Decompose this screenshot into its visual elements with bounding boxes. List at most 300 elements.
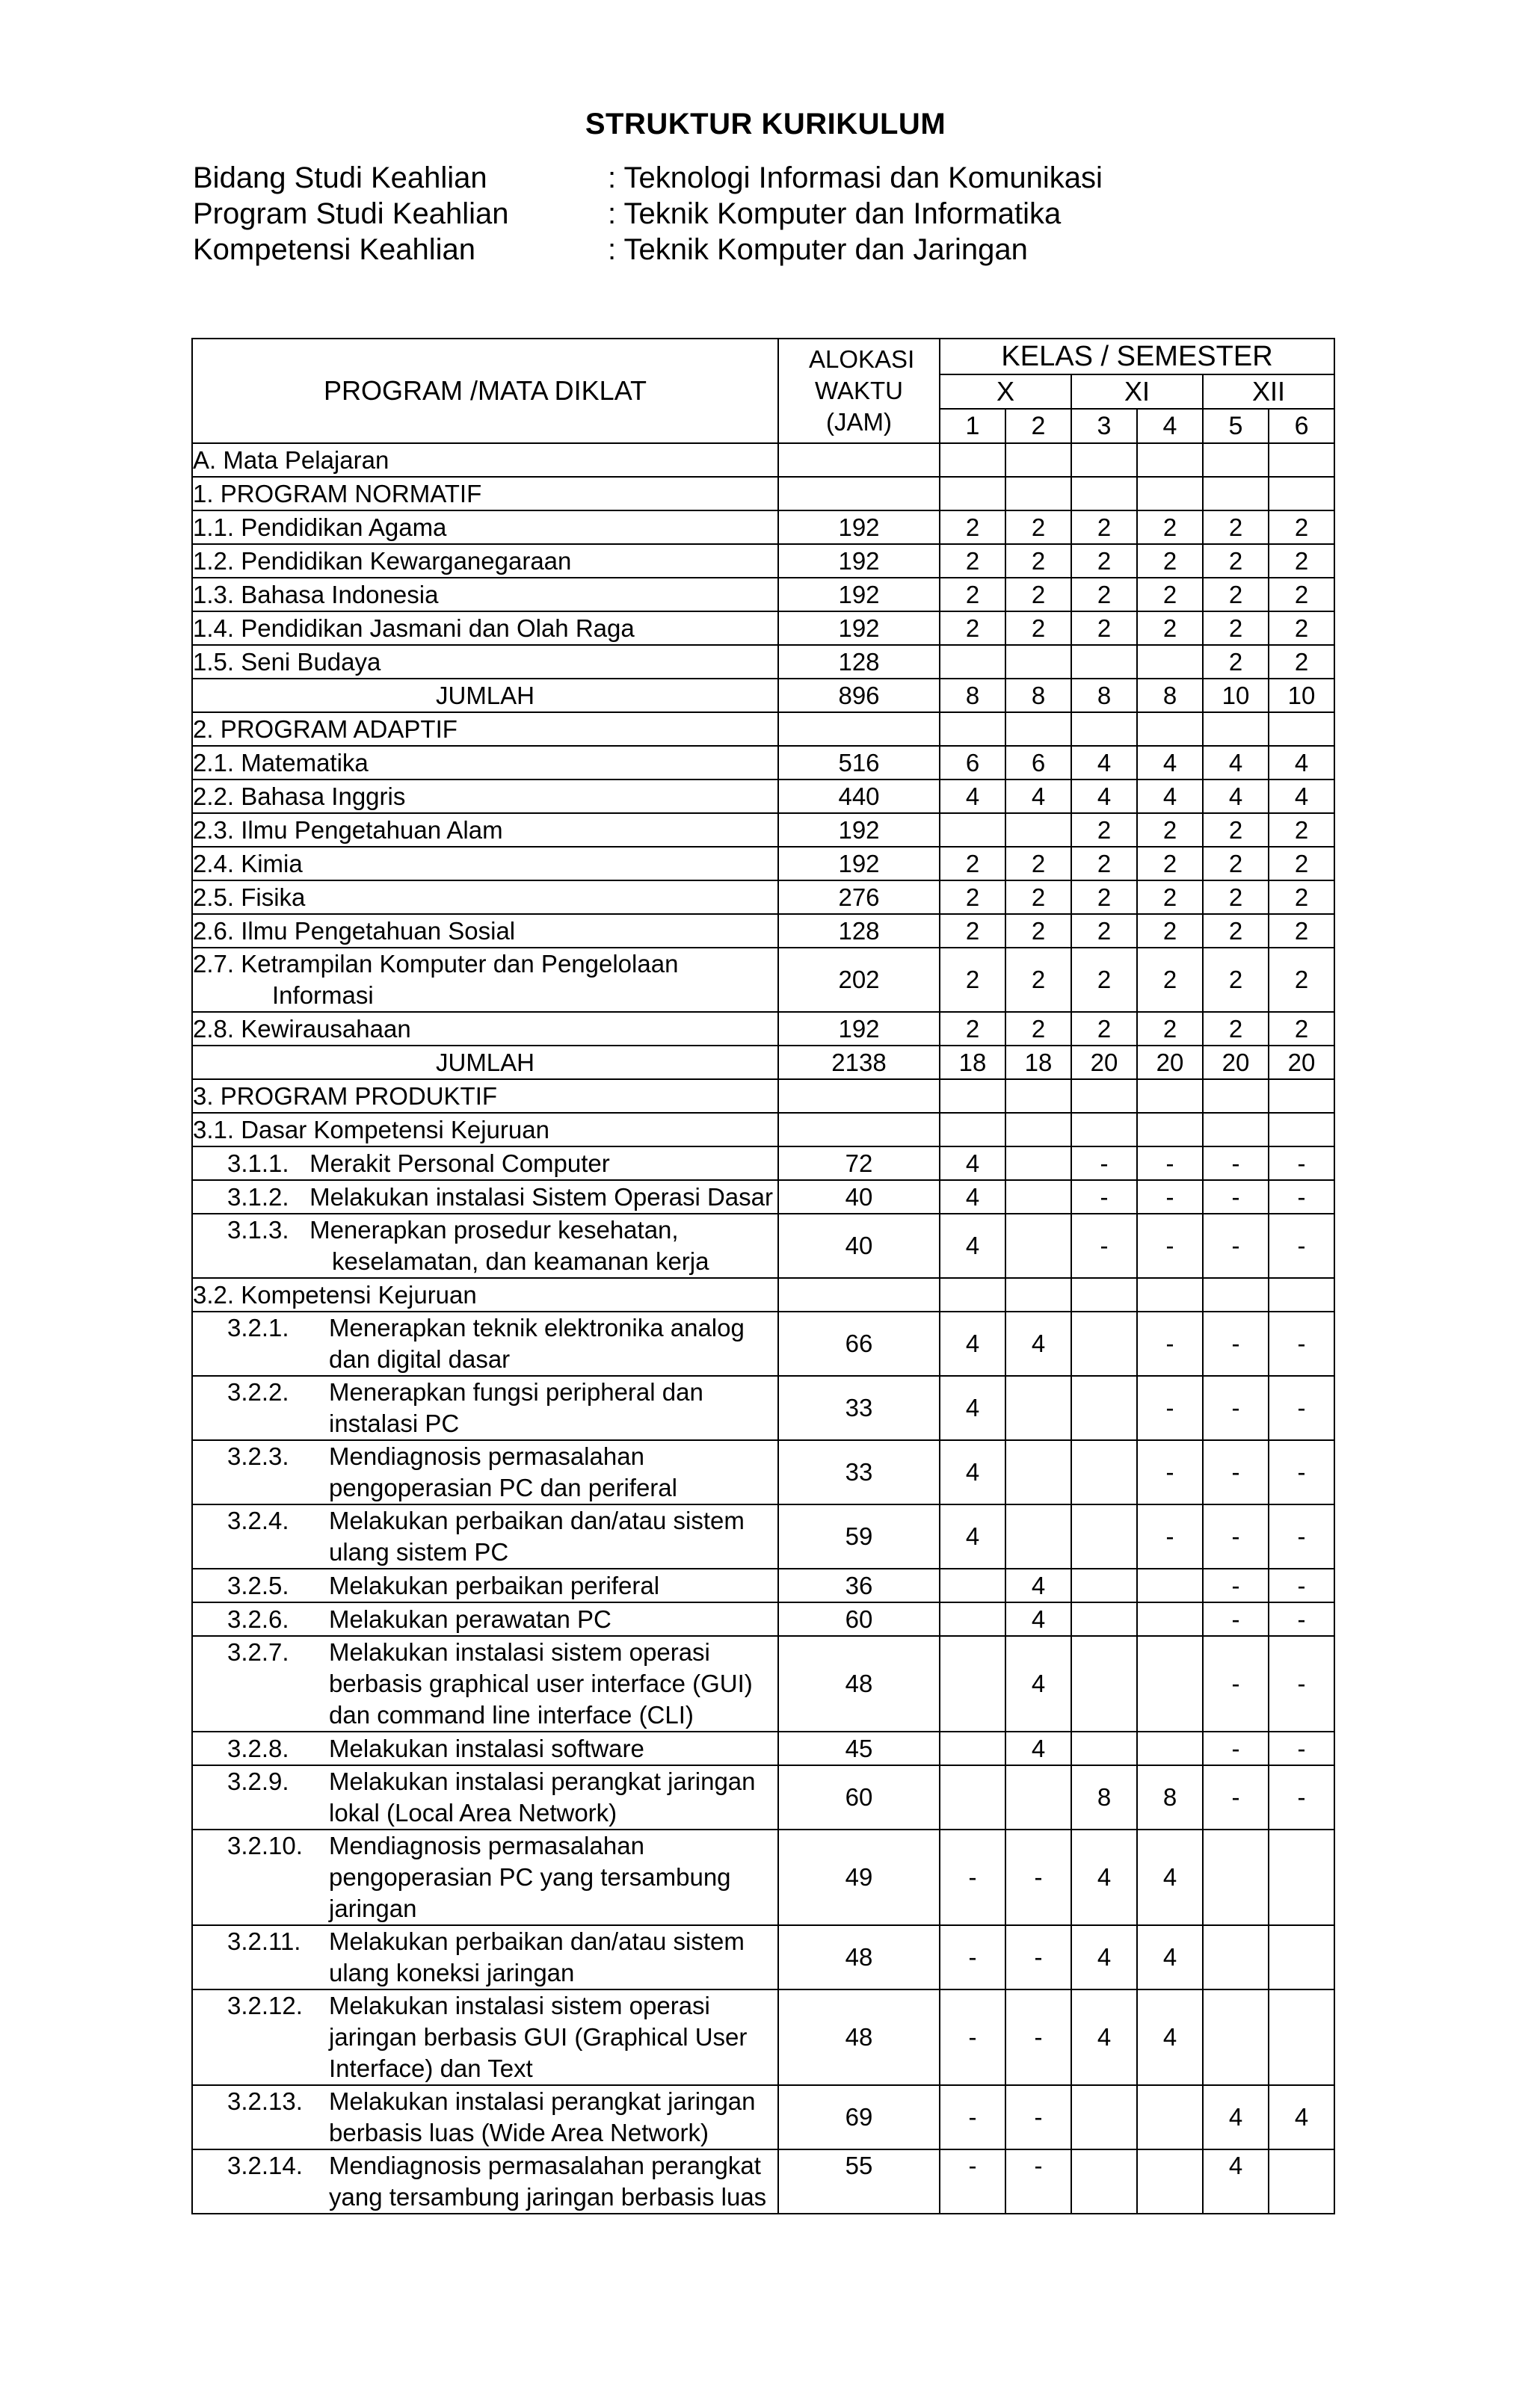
semester-cell: 4 bbox=[1005, 779, 1071, 813]
semester-cell: 2 bbox=[1269, 914, 1334, 948]
semester-cell: - bbox=[1269, 1180, 1334, 1214]
group-heading-row bbox=[192, 1079, 1334, 1113]
header-grade: XI bbox=[1071, 374, 1203, 409]
meta-value: : Teknik Komputer dan Informatika bbox=[608, 197, 1062, 230]
page-title: STRUKTUR KURIKULUM bbox=[585, 108, 946, 141]
semester-cell: 4 bbox=[1005, 1636, 1071, 1732]
semester-cell bbox=[1269, 1830, 1334, 1925]
row-label bbox=[192, 1925, 778, 1989]
row-label bbox=[192, 1569, 778, 1602]
alokasi-cell: 192 bbox=[778, 544, 940, 578]
group-heading-row bbox=[192, 1278, 1334, 1312]
semester-cell: 2 bbox=[1005, 948, 1071, 1012]
semester-cell: - bbox=[1269, 1214, 1334, 1278]
alokasi-cell: 45 bbox=[778, 1732, 940, 1765]
row-label bbox=[192, 847, 778, 880]
row-label bbox=[192, 510, 778, 544]
row-text: 2.1. Matematika bbox=[193, 748, 369, 777]
alokasi-cell: 192 bbox=[778, 847, 940, 880]
semester-cell bbox=[1005, 1504, 1071, 1569]
subject-row bbox=[192, 779, 1334, 813]
subject-row bbox=[192, 2149, 1334, 2214]
semester-cell: 2 bbox=[940, 880, 1005, 914]
semester-cell bbox=[1071, 712, 1137, 746]
row-text: 3.1. Dasar Kompetensi Kejuruan bbox=[193, 1115, 549, 1143]
semester-cell bbox=[1269, 443, 1334, 477]
subject-row bbox=[192, 1830, 1334, 1925]
subject-row bbox=[192, 1989, 1334, 2085]
meta-label: Bidang Studi Keahlian bbox=[193, 161, 487, 194]
semester-cell: - bbox=[1269, 1636, 1334, 1732]
row-label bbox=[192, 2149, 778, 2214]
semester-cell: 4 bbox=[1137, 746, 1203, 779]
semester-cell: - bbox=[1203, 1569, 1269, 1602]
semester-cell: 20 bbox=[1071, 1046, 1137, 1079]
semester-cell bbox=[940, 1636, 1005, 1732]
alokasi-cell: 66 bbox=[778, 1312, 940, 1376]
semester-cell: 4 bbox=[940, 1214, 1005, 1278]
semester-cell bbox=[1137, 1278, 1203, 1312]
row-text: yang tersambung jaringan berbasis luas bbox=[329, 2183, 767, 2211]
semester-cell: - bbox=[1005, 2085, 1071, 2149]
semester-cell: 20 bbox=[1269, 1046, 1334, 1079]
semester-cell: 2 bbox=[1203, 948, 1269, 1012]
semester-cell bbox=[1005, 1214, 1071, 1278]
semester-cell: 2 bbox=[1137, 948, 1203, 1012]
semester-cell: 8 bbox=[1071, 679, 1137, 712]
semester-cell bbox=[1137, 2085, 1203, 2149]
row-label bbox=[192, 1989, 778, 2085]
semester-cell bbox=[1269, 2149, 1334, 2214]
semester-cell: 18 bbox=[940, 1046, 1005, 1079]
semester-cell: - bbox=[1203, 1732, 1269, 1765]
semester-cell: 2 bbox=[1071, 510, 1137, 544]
row-text: 2. PROGRAM ADAPTIF bbox=[193, 714, 458, 743]
header-alokasi: ALOKASI WAKTU (JAM) bbox=[778, 339, 940, 443]
subject-row bbox=[192, 1146, 1334, 1180]
row-label bbox=[192, 611, 778, 645]
header-kelas-semester: KELAS / SEMESTER bbox=[940, 339, 1334, 374]
semester-cell: 18 bbox=[1005, 1046, 1071, 1079]
header-semester: 5 bbox=[1203, 409, 1269, 443]
row-label bbox=[192, 2085, 778, 2149]
subject-row bbox=[192, 578, 1334, 611]
row-label bbox=[192, 914, 778, 948]
semester-cell bbox=[1005, 1440, 1071, 1504]
semester-cell: 2 bbox=[1005, 578, 1071, 611]
semester-cell: 4 bbox=[1203, 2085, 1269, 2149]
row-label bbox=[192, 1180, 778, 1214]
row-label bbox=[192, 1636, 778, 1732]
subject-row bbox=[192, 746, 1334, 779]
alokasi-cell: 40 bbox=[778, 1214, 940, 1278]
row-text: JUMLAH bbox=[435, 1048, 535, 1076]
semester-cell: 2 bbox=[1269, 847, 1334, 880]
row-label bbox=[192, 477, 778, 510]
row-label bbox=[192, 880, 778, 914]
alokasi-cell: 48 bbox=[778, 1636, 940, 1732]
semester-cell: 4 bbox=[1071, 1925, 1137, 1989]
row-text: instalasi PC bbox=[329, 1410, 460, 1437]
row-label bbox=[192, 645, 778, 679]
semester-cell bbox=[1005, 645, 1071, 679]
semester-cell bbox=[1005, 443, 1071, 477]
semester-cell: 2 bbox=[1071, 880, 1137, 914]
semester-cell: 2 bbox=[940, 611, 1005, 645]
row-text: 3.2.7. bbox=[227, 1638, 289, 1666]
semester-cell: 2 bbox=[1071, 544, 1137, 578]
alokasi-cell bbox=[778, 1079, 940, 1113]
semester-cell: 10 bbox=[1269, 679, 1334, 712]
row-text: 1.2. Pendidikan Kewarganegaraan bbox=[193, 546, 572, 575]
row-text: 1.4. Pendidikan Jasmani dan Olah Raga bbox=[193, 614, 635, 642]
semester-cell: 8 bbox=[1137, 1765, 1203, 1830]
row-text: Melakukan perbaikan periferal bbox=[329, 1571, 660, 1599]
meta-kompetensi bbox=[193, 232, 1103, 268]
semester-cell: - bbox=[1203, 1602, 1269, 1636]
semester-cell bbox=[940, 1278, 1005, 1312]
alokasi-cell: 49 bbox=[778, 1830, 940, 1925]
semester-cell: - bbox=[1005, 2149, 1071, 2214]
alokasi-cell: 202 bbox=[778, 948, 940, 1012]
semester-cell bbox=[1071, 1278, 1137, 1312]
semester-cell: - bbox=[1137, 1376, 1203, 1440]
row-text: 3.1.3. bbox=[227, 1216, 289, 1244]
semester-cell: - bbox=[1137, 1504, 1203, 1569]
alokasi-cell: 33 bbox=[778, 1376, 940, 1440]
semester-cell bbox=[1005, 1113, 1071, 1146]
semester-cell: 2 bbox=[1137, 578, 1203, 611]
row-text: ulang sistem PC bbox=[329, 1538, 509, 1566]
subject-row bbox=[192, 1765, 1334, 1830]
subject-row bbox=[192, 611, 1334, 645]
semester-cell: 4 bbox=[1269, 746, 1334, 779]
alokasi-cell bbox=[778, 477, 940, 510]
row-text: 2.6. Ilmu Pengetahuan Sosial bbox=[193, 916, 516, 945]
row-text: dan digital dasar bbox=[329, 1345, 511, 1373]
semester-cell: 4 bbox=[940, 1504, 1005, 1569]
semester-cell: 2 bbox=[1071, 611, 1137, 645]
semester-cell bbox=[1269, 712, 1334, 746]
row-label bbox=[192, 1278, 778, 1312]
row-text: Menerapkan prosedur kesehatan, bbox=[309, 1216, 679, 1244]
semester-cell: - bbox=[940, 1830, 1005, 1925]
row-label bbox=[192, 1765, 778, 1830]
semester-cell bbox=[1071, 1113, 1137, 1146]
semester-cell: 4 bbox=[940, 1376, 1005, 1440]
alokasi-cell: 192 bbox=[778, 611, 940, 645]
semester-cell: 20 bbox=[1137, 1046, 1203, 1079]
semester-cell: 4 bbox=[1269, 2085, 1334, 2149]
semester-cell bbox=[1005, 813, 1071, 847]
semester-cell: - bbox=[940, 2149, 1005, 2214]
semester-cell: - bbox=[1137, 1214, 1203, 1278]
row-text: 3.2. Kompetensi Kejuruan bbox=[193, 1280, 477, 1309]
semester-cell bbox=[1071, 477, 1137, 510]
row-text: 3.2.10. bbox=[227, 1832, 303, 1859]
semester-cell: - bbox=[1203, 1376, 1269, 1440]
semester-cell: - bbox=[1071, 1180, 1137, 1214]
semester-cell bbox=[1137, 1569, 1203, 1602]
row-label bbox=[192, 1602, 778, 1636]
semester-cell: 4 bbox=[1005, 1569, 1071, 1602]
row-text: jaringan berbasis GUI (Graphical User bbox=[329, 2023, 748, 2051]
semester-cell: 2 bbox=[1203, 880, 1269, 914]
semester-cell: 4 bbox=[1071, 1830, 1137, 1925]
row-label bbox=[192, 1732, 778, 1765]
row-text: Menerapkan fungsi peripheral dan bbox=[329, 1378, 703, 1406]
alokasi-cell: 48 bbox=[778, 1925, 940, 1989]
semester-cell: 2 bbox=[1071, 1012, 1137, 1046]
semester-cell bbox=[1005, 477, 1071, 510]
semester-cell: 4 bbox=[940, 1440, 1005, 1504]
semester-cell: 2 bbox=[1071, 914, 1137, 948]
row-text: Melakukan perbaikan dan/atau sistem bbox=[329, 1507, 745, 1534]
table-body bbox=[192, 443, 1334, 2214]
meta-value: : Teknik Komputer dan Jaringan bbox=[608, 233, 1028, 266]
row-text: A. Mata Pelajaran bbox=[193, 445, 389, 474]
semester-cell: - bbox=[1269, 1732, 1334, 1765]
row-text: 3.2.6. bbox=[227, 1605, 289, 1633]
semester-cell: 2 bbox=[1005, 1012, 1071, 1046]
subject-row bbox=[192, 1440, 1334, 1504]
semester-cell: - bbox=[1137, 1440, 1203, 1504]
row-text: 3.2.4. bbox=[227, 1507, 289, 1534]
semester-cell: 2 bbox=[1137, 847, 1203, 880]
subject-row bbox=[192, 1012, 1334, 1046]
row-text: pengoperasian PC yang tersambung bbox=[329, 1863, 731, 1891]
semester-cell: 2 bbox=[1005, 880, 1071, 914]
semester-cell: 2 bbox=[1269, 544, 1334, 578]
semester-cell bbox=[1203, 1278, 1269, 1312]
row-text: pengoperasian PC dan periferal bbox=[329, 1474, 677, 1501]
alokasi-cell: 2138 bbox=[778, 1046, 940, 1079]
semester-cell: 2 bbox=[1203, 578, 1269, 611]
row-text: 1. PROGRAM NORMATIF bbox=[193, 479, 482, 507]
semester-cell: 2 bbox=[940, 544, 1005, 578]
meta-label: Program Studi Keahlian bbox=[193, 197, 509, 230]
alokasi-cell: 128 bbox=[778, 914, 940, 948]
row-text: Menerapkan teknik elektronika analog bbox=[329, 1314, 745, 1342]
row-text: Mendiagnosis permasalahan perangkat bbox=[329, 2152, 761, 2179]
row-label bbox=[192, 1312, 778, 1376]
row-label bbox=[192, 578, 778, 611]
semester-cell bbox=[1005, 1278, 1071, 1312]
semester-cell bbox=[1137, 645, 1203, 679]
semester-cell: 2 bbox=[1203, 813, 1269, 847]
subject-row bbox=[192, 1504, 1334, 1569]
semester-cell bbox=[940, 712, 1005, 746]
row-text: 2.7. Ketrampilan Komputer dan Pengelolaan bbox=[193, 950, 679, 978]
semester-cell bbox=[940, 443, 1005, 477]
semester-cell: 4 bbox=[1005, 1602, 1071, 1636]
row-text: JUMLAH bbox=[435, 681, 535, 709]
semester-cell: 4 bbox=[1071, 779, 1137, 813]
semester-cell: - bbox=[940, 2085, 1005, 2149]
semester-cell: 4 bbox=[1203, 2149, 1269, 2214]
semester-cell bbox=[1137, 443, 1203, 477]
semester-cell bbox=[1005, 1146, 1071, 1180]
semester-cell: 4 bbox=[940, 1146, 1005, 1180]
semester-cell: 2 bbox=[940, 578, 1005, 611]
group-heading-row bbox=[192, 712, 1334, 746]
semester-cell bbox=[940, 1079, 1005, 1113]
semester-cell: 2 bbox=[1269, 611, 1334, 645]
semester-cell: 2 bbox=[1005, 611, 1071, 645]
semester-cell: 2 bbox=[1137, 544, 1203, 578]
header-program: PROGRAM /MATA DIKLAT bbox=[192, 339, 778, 443]
semester-cell bbox=[1203, 477, 1269, 510]
semester-cell bbox=[940, 1113, 1005, 1146]
row-label bbox=[192, 746, 778, 779]
semester-cell: - bbox=[1203, 1504, 1269, 1569]
semester-cell: 2 bbox=[1137, 510, 1203, 544]
alokasi-cell: 60 bbox=[778, 1765, 940, 1830]
alokasi-cell: 192 bbox=[778, 813, 940, 847]
semester-cell: - bbox=[1203, 1312, 1269, 1376]
semester-cell: - bbox=[1005, 1830, 1071, 1925]
row-text: 2.8. Kewirausahaan bbox=[193, 1014, 411, 1043]
semester-cell: 2 bbox=[1269, 578, 1334, 611]
row-label bbox=[192, 1440, 778, 1504]
subject-row bbox=[192, 1312, 1334, 1376]
alokasi-cell: 516 bbox=[778, 746, 940, 779]
semester-cell: 8 bbox=[1137, 679, 1203, 712]
semester-cell bbox=[1137, 1113, 1203, 1146]
semester-cell: 4 bbox=[940, 779, 1005, 813]
row-label bbox=[192, 1046, 778, 1079]
row-label bbox=[192, 948, 778, 1012]
semester-cell bbox=[1005, 1180, 1071, 1214]
semester-cell bbox=[1137, 1636, 1203, 1732]
semester-cell: 2 bbox=[1203, 914, 1269, 948]
semester-cell: 2 bbox=[1137, 880, 1203, 914]
alokasi-cell: 192 bbox=[778, 510, 940, 544]
subject-row bbox=[192, 1732, 1334, 1765]
row-text: Merakit Personal Computer bbox=[309, 1149, 610, 1177]
semester-cell: 2 bbox=[1203, 544, 1269, 578]
row-text: 3.2.9. bbox=[227, 1768, 289, 1795]
header-semester: 6 bbox=[1269, 409, 1334, 443]
row-text: 2.4. Kimia bbox=[193, 849, 303, 877]
semester-cell: - bbox=[1269, 1146, 1334, 1180]
semester-cell: 4 bbox=[1005, 1312, 1071, 1376]
semester-cell: 4 bbox=[1137, 779, 1203, 813]
row-label bbox=[192, 443, 778, 477]
row-label bbox=[192, 779, 778, 813]
subject-row bbox=[192, 1376, 1334, 1440]
row-text: 1.3. Bahasa Indonesia bbox=[193, 580, 439, 608]
row-text: 1.5. Seni Budaya bbox=[193, 647, 381, 676]
row-label bbox=[192, 1504, 778, 1569]
semester-cell bbox=[1137, 2149, 1203, 2214]
row-text: Melakukan instalasi sistem operasi bbox=[329, 1992, 710, 2019]
semester-cell: - bbox=[1203, 1214, 1269, 1278]
header-semester: 3 bbox=[1071, 409, 1137, 443]
semester-cell: 4 bbox=[1137, 1925, 1203, 1989]
subject-row bbox=[192, 645, 1334, 679]
semester-cell: 2 bbox=[1137, 611, 1203, 645]
row-text: Melakukan perawatan PC bbox=[329, 1605, 612, 1633]
semester-cell bbox=[1203, 443, 1269, 477]
semester-cell: 2 bbox=[940, 948, 1005, 1012]
semester-cell bbox=[1005, 712, 1071, 746]
subject-row bbox=[192, 2085, 1334, 2149]
semester-cell bbox=[1005, 1765, 1071, 1830]
header-grade: XII bbox=[1203, 374, 1334, 409]
row-text: 3.1.1. bbox=[227, 1149, 289, 1177]
row-text: 2.5. Fisika bbox=[193, 883, 306, 911]
total-row bbox=[192, 679, 1334, 712]
row-text: jaringan bbox=[329, 1895, 417, 1922]
semester-cell: 4 bbox=[940, 1180, 1005, 1214]
semester-cell: 2 bbox=[1203, 847, 1269, 880]
semester-cell: 6 bbox=[1005, 746, 1071, 779]
semester-cell bbox=[940, 477, 1005, 510]
semester-cell: - bbox=[1137, 1146, 1203, 1180]
semester-cell: - bbox=[1269, 1602, 1334, 1636]
semester-cell: 8 bbox=[1005, 679, 1071, 712]
semester-cell: 2 bbox=[1137, 914, 1203, 948]
semester-cell: 2 bbox=[940, 1012, 1005, 1046]
semester-cell: - bbox=[1071, 1146, 1137, 1180]
subject-row bbox=[192, 1569, 1334, 1602]
semester-cell bbox=[1005, 1376, 1071, 1440]
alokasi-cell bbox=[778, 712, 940, 746]
semester-cell bbox=[940, 813, 1005, 847]
row-text: 3.2.1. bbox=[227, 1314, 289, 1342]
semester-cell: 2 bbox=[1005, 510, 1071, 544]
row-text: 3.2.11. bbox=[227, 1927, 301, 1955]
row-text: 3.1.2. bbox=[227, 1182, 289, 1211]
subject-row bbox=[192, 1602, 1334, 1636]
row-text: 2.2. Bahasa Inggris bbox=[193, 782, 406, 810]
meta-value: : Teknologi Informasi dan Komunikasi bbox=[608, 161, 1103, 194]
subject-row bbox=[192, 1925, 1334, 1989]
semester-cell: 2 bbox=[940, 847, 1005, 880]
semester-cell bbox=[1071, 1440, 1137, 1504]
semester-cell bbox=[1203, 1079, 1269, 1113]
meta-bidang bbox=[193, 160, 1103, 196]
alokasi-cell bbox=[778, 1113, 940, 1146]
semester-cell bbox=[940, 1732, 1005, 1765]
document-meta bbox=[193, 160, 1103, 268]
semester-cell bbox=[940, 1602, 1005, 1636]
row-text: Mendiagnosis permasalahan bbox=[329, 1832, 644, 1859]
row-text: 3.2.14. bbox=[227, 2152, 303, 2179]
row-text: 3.2.8. bbox=[227, 1734, 289, 1762]
semester-cell: 2 bbox=[1005, 914, 1071, 948]
row-label bbox=[192, 1113, 778, 1146]
alokasi-cell: 55 bbox=[778, 2149, 940, 2214]
row-label bbox=[192, 813, 778, 847]
semester-cell: 4 bbox=[940, 1312, 1005, 1376]
semester-cell: - bbox=[1269, 1312, 1334, 1376]
semester-cell bbox=[1137, 1732, 1203, 1765]
semester-cell bbox=[1269, 1113, 1334, 1146]
semester-cell bbox=[1071, 1569, 1137, 1602]
row-text: berbasis luas (Wide Area Network) bbox=[329, 2119, 709, 2146]
semester-cell bbox=[1203, 1830, 1269, 1925]
semester-cell: - bbox=[940, 1989, 1005, 2085]
semester-cell: 4 bbox=[1203, 779, 1269, 813]
alokasi-cell: 192 bbox=[778, 1012, 940, 1046]
semester-cell bbox=[1071, 1079, 1137, 1113]
row-text: Mendiagnosis permasalahan bbox=[329, 1442, 644, 1470]
semester-cell: 2 bbox=[1071, 847, 1137, 880]
semester-cell: 2 bbox=[1005, 847, 1071, 880]
row-text: berbasis graphical user interface (GUI) bbox=[329, 1670, 753, 1697]
